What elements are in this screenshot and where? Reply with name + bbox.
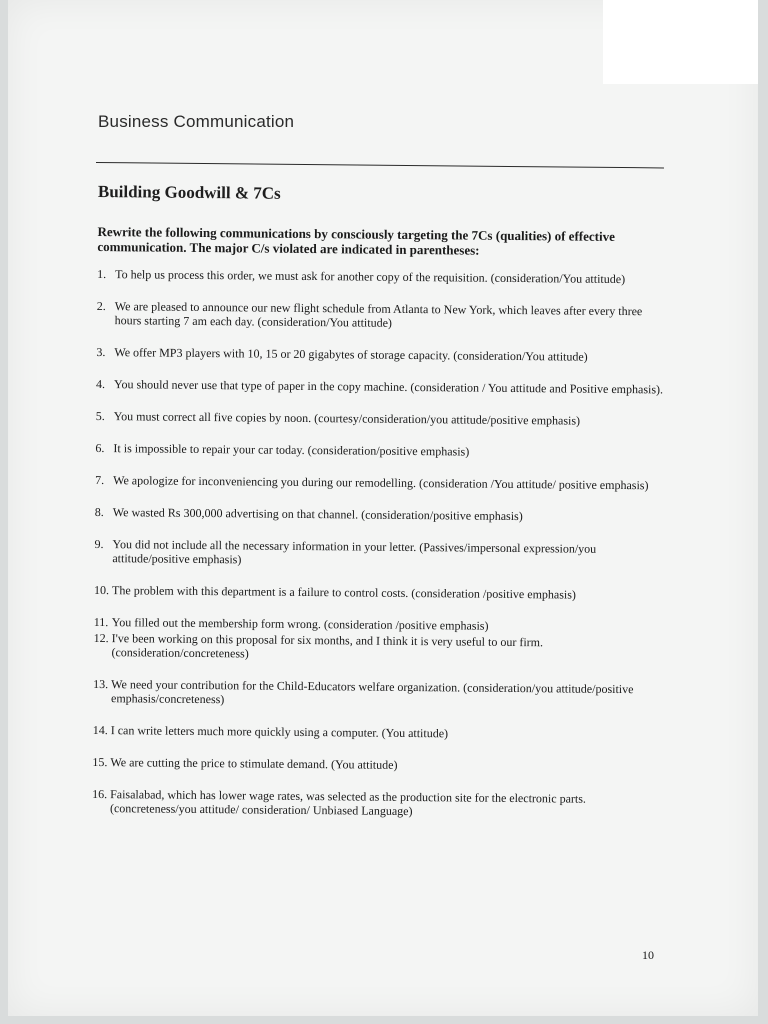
document-page <box>8 0 758 1016</box>
item-text: We are cutting the price to stimulate demand. (You attitude) <box>110 755 398 772</box>
item-number: 10. <box>94 582 110 598</box>
list-item <box>95 473 665 492</box>
exercise-list <box>92 267 667 820</box>
item-number: 6. <box>95 440 105 456</box>
scan-artifact-patch <box>603 0 758 84</box>
item-text: Faisalabad, which has lower wage rates, was selected as the production site for the electronic parts. (concreteness/you attitude/ consideration/ Unbiased Language) <box>109 787 586 819</box>
list-item <box>95 505 665 524</box>
item-text: We wasted Rs 300,000 advertising on that channel. (consideration/positive emphasis) <box>112 505 523 524</box>
section-title: Building Goodwill & 7Cs <box>97 182 281 203</box>
item-text: The problem with this department is a failure to control costs. (consideration /positive emphasis) <box>112 583 577 602</box>
list-item <box>92 755 662 774</box>
list-item <box>92 787 662 820</box>
list-item <box>96 345 666 364</box>
item-text: You did not include all the necessary information in your letter. (Passives/impersonal expression/you attitude/positive emphasis) <box>112 537 597 567</box>
item-text: To help us process this order, we must ask for another copy of the requisition. (consideration/You attitude) <box>115 267 626 287</box>
list-item <box>96 409 666 428</box>
item-text: I've been working on this proposal for six months, and I think it is very useful to our firm. (consideration/concreteness) <box>111 631 544 661</box>
list-item <box>94 583 664 602</box>
list-item <box>97 267 667 286</box>
item-number: 2. <box>96 298 106 314</box>
list-item <box>93 631 663 664</box>
list-item <box>96 377 666 396</box>
item-number: 3. <box>96 344 106 360</box>
list-item <box>93 677 663 710</box>
item-number: 5. <box>95 408 105 424</box>
item-text: You should never use that type of paper in the copy machine. (consideration / You attitude and Positive emphasis). <box>113 377 664 397</box>
item-number: 16. <box>92 786 108 802</box>
item-number: 11. <box>93 614 109 630</box>
list-item <box>93 723 663 742</box>
item-text: I can write letters much more quickly using a computer. (You attitude) <box>110 723 449 741</box>
page-number: 10 <box>642 948 654 962</box>
main-content <box>92 182 668 838</box>
item-number: 15. <box>92 754 108 770</box>
item-text: You filled out the membership form wrong. (consideration /positive emphasis) <box>111 615 489 633</box>
item-text: We need your contribution for the Child-Educators welfare organization. (consideration/you attitude/positive emphasis/concreteness) <box>110 677 634 707</box>
item-text: It is impossible to repair your car today. (consideration/positive emphasis) <box>113 441 470 459</box>
list-item <box>97 299 667 332</box>
item-number: 12. <box>93 630 109 646</box>
item-number: 9. <box>94 536 104 552</box>
header-title: Business Communication <box>98 112 295 131</box>
item-number: 4. <box>95 376 106 392</box>
item-number: 14. <box>92 722 108 738</box>
item-number: 1. <box>97 266 107 282</box>
item-text: We apologize for inconveniencing you during our remodelling. (consideration /You attitude/ positive emphasis) <box>113 473 649 493</box>
item-number: 7. <box>95 472 105 488</box>
list-item <box>95 441 665 460</box>
item-text: You must correct all five copies by noon. (courtesy/consideration/you attitude/positive emphasis) <box>113 409 581 428</box>
item-text: We are pleased to announce our new flight schedule from Atlanta to New York, which leaves after every three hours starting 7 am each day. (consideration/You attitude) <box>114 299 643 330</box>
item-number: 13. <box>93 676 109 692</box>
item-number: 8. <box>94 504 104 520</box>
list-item <box>94 537 664 570</box>
instruction-text: Rewrite the following communications by consciously targeting the 7Cs (qualities) of effective communication. The major C/s violated are indicated in parentheses: <box>97 223 615 258</box>
item-text: We offer MP3 players with 10, 15 or 20 gigabytes of storage capacity. (consideration/You attitude) <box>114 345 588 364</box>
header-divider <box>96 162 664 168</box>
